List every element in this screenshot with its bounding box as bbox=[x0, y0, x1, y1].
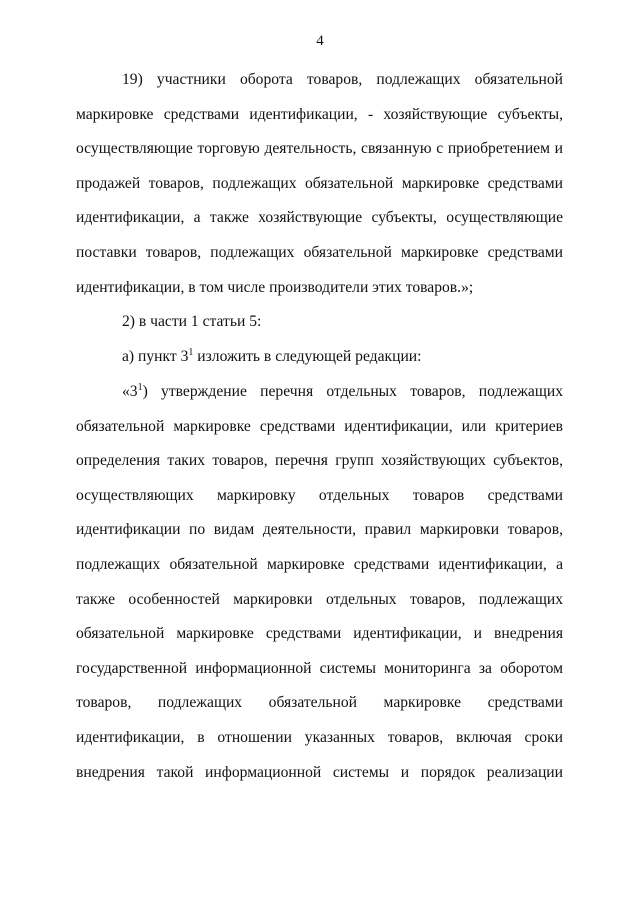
paragraph-line: идентификации, а также хозяйствующие субъекты, осуществляющие bbox=[76, 209, 563, 227]
paragraph-line: 2) в части 1 статьи 5: bbox=[122, 313, 262, 330]
item-a bbox=[76, 340, 563, 375]
paragraph-line: осуществляющих маркировку отдельных товаров средствами bbox=[76, 486, 563, 504]
paragraph-line: продажей товаров, подлежащих обязательной маркировке средствами bbox=[76, 174, 563, 192]
paragraph-line: подлежащих обязательной маркировке средствами идентификации, а bbox=[76, 555, 563, 573]
paragraph-line: обязательной маркировке средствами идентификации, или критериев bbox=[76, 417, 563, 435]
para-text: «3 bbox=[122, 383, 138, 400]
paragraph-line: маркировке средствами идентификации, - хозяйствующие субъекты, bbox=[76, 105, 563, 123]
paragraph-line: идентификации, в том числе производители этих товаров.»; bbox=[76, 278, 474, 296]
paragraph-19 bbox=[76, 63, 563, 305]
paragraph-line: 19) участники оборота товаров, подлежащих обязательной bbox=[122, 71, 563, 88]
paragraph-3-1 bbox=[76, 375, 563, 790]
paragraph-line: поставки товаров, подлежащих обязательной маркировке средствами bbox=[76, 243, 563, 261]
paragraph-line: внедрения такой информационной системы и порядок реализации bbox=[76, 763, 563, 781]
para-text-tail: ) утверждение перечня отдельных товаров, подлежащих bbox=[142, 383, 563, 400]
item-a-text-tail: изложить в следующей редакции: bbox=[193, 348, 422, 365]
paragraph-line: осуществляющие торговую деятельность, связанную с приобретением и bbox=[76, 140, 563, 158]
page-number: 4 bbox=[316, 33, 324, 49]
paragraph-line: товаров, подлежащих обязательной маркировке средствами bbox=[76, 694, 563, 712]
paragraph-line: определения таких товаров, перечня групп хозяйствующих субъектов, bbox=[76, 452, 563, 470]
superscript: 1 bbox=[137, 382, 143, 393]
item-a-text: а) пункт 3 bbox=[122, 348, 189, 365]
paragraph-line: государственной информационной системы мониторинга за оборотом bbox=[76, 659, 563, 677]
paragraph-line: идентификации по видам деятельности, правил маркировки товаров, bbox=[76, 521, 563, 539]
paragraph-line bbox=[76, 340, 563, 375]
paragraph-line bbox=[76, 375, 563, 410]
paragraph-line: обязательной маркировке средствами идентификации, и внедрения bbox=[76, 625, 563, 643]
paragraph-line: идентификации, в отношении указанных товаров, включая сроки bbox=[76, 728, 563, 746]
superscript: 1 bbox=[188, 347, 194, 358]
paragraph-line: также особенностей маркировки отдельных товаров, подлежащих bbox=[76, 590, 563, 608]
item-2 bbox=[76, 305, 563, 340]
